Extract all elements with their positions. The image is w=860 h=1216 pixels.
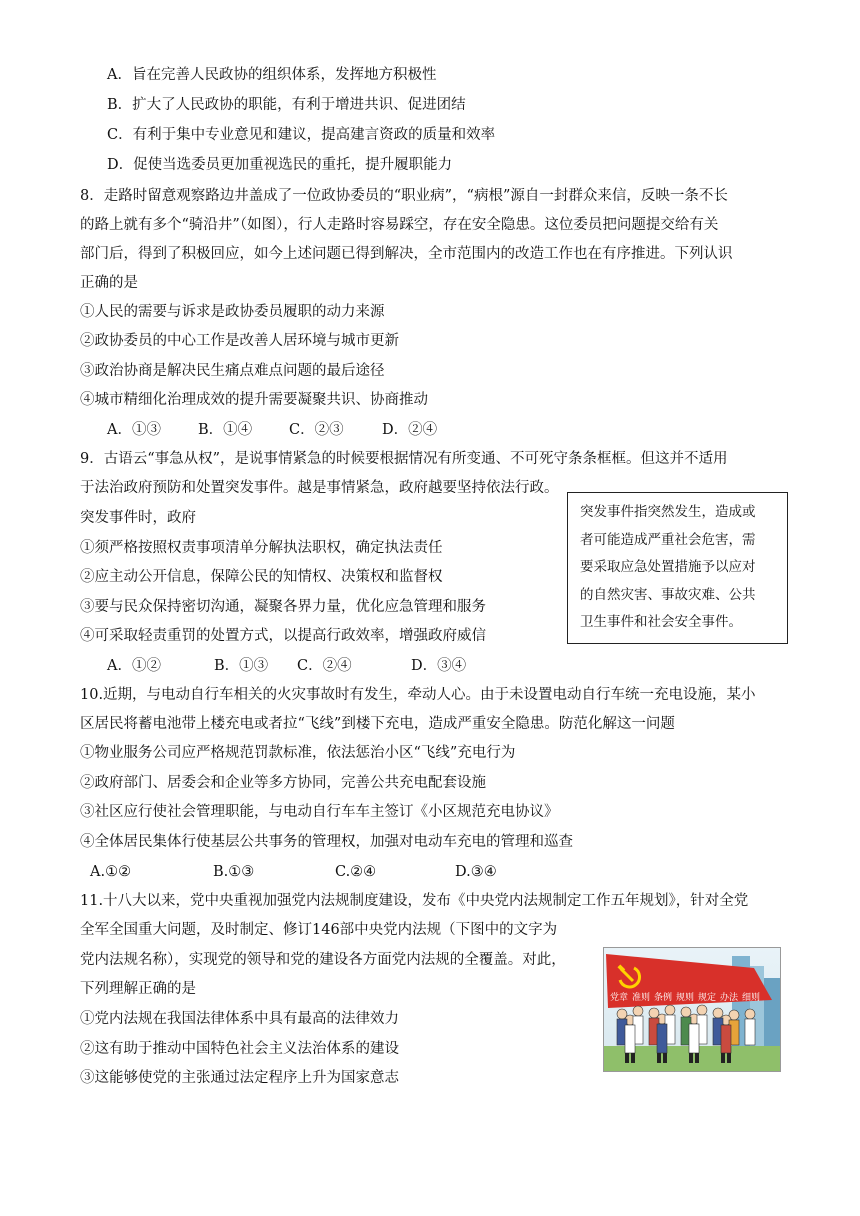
party-regulations-illustration [603, 947, 781, 1072]
q7-option-b: B．扩大了人民政协的职能，有利于增进共识、促进团结 [107, 97, 466, 113]
q10-item-4: ④全体居民集体行使基层公共事务的管理权，加强对电动车充电的管理和巡查 [80, 834, 573, 850]
note-line: 卫生事件和社会安全事件。 [580, 614, 742, 630]
q10-option-b: B.①③ [213, 864, 255, 880]
building-shape [764, 978, 780, 1046]
q10-item-1: ①物业服务公司应严格规范罚款标准，依法惩治小区“飞线”充电行为 [80, 745, 516, 761]
q9-stem-line: 9．古语云“事急从权”，是说事情紧急的时候要根据情况有所变通、不可死守条条框框。但这并不适用 [80, 451, 728, 467]
q8-option-d: D．②④ [382, 422, 438, 438]
banner-word: 细则 [742, 993, 761, 1003]
note-line: 要采取应急处置措施予以应对 [580, 559, 756, 575]
q10-stem-line: 10.近期，与电动自行车相关的火灾事故时有发生，牵动人心。由于未设置电动自行车统一充电设施，某小 [80, 687, 756, 703]
q9-option-d: D．③④ [411, 658, 467, 674]
q8-item-2: ②政协委员的中心工作是改善人居环境与城市更新 [80, 333, 399, 349]
q7-option-c: C．有利于集中专业意见和建议，提高建言资政的质量和效率 [107, 127, 496, 143]
q8-item-1: ①人民的需要与诉求是政协委员履职的动力来源 [80, 304, 385, 320]
q10-option-d: D.③④ [455, 864, 497, 880]
q10-option-c: C.②④ [335, 864, 377, 880]
q9-stem-line: 突发事件时，政府 [80, 510, 196, 526]
q9-definition-box [567, 492, 788, 644]
q9-stem-line: 于法治政府预防和处置突发事件。越是事情紧急，政府越要坚持依法行政。 [80, 480, 559, 496]
banner-word: 党章 [610, 993, 629, 1003]
note-line: 者可能造成严重社会危害，需 [580, 531, 756, 548]
q10-option-a: A.①② [90, 864, 132, 880]
q8-stem-line: 8．走路时留意观察路边井盖成了一位政协委员的“职业病”，“病根”源自一封群众来信，反映一条不长 [80, 188, 728, 204]
q9-option-a: A．①② [107, 658, 161, 674]
q10-stem-line: 区居民将蓄电池带上楼充电或者拉“飞线”到楼下充电，造成严重安全隐患。防范化解这一问题 [80, 716, 675, 732]
note-line: 的自然灾害、事故灾难、公共 [580, 586, 756, 603]
q11-item-3: ③这能够使党的主张通过法定程序上升为国家意志 [80, 1070, 399, 1086]
note-line: 突发事件指突然发生，造成或 [580, 504, 756, 520]
banner-word: 规则 [676, 993, 695, 1003]
banner-word: 办法 [720, 993, 739, 1003]
banner-word: 准则 [632, 993, 651, 1003]
q11-stem-line: 全军全国重大问题，及时制定、修订146部中央党内法规（下图中的文字为 [80, 922, 558, 938]
q11-stem-line: 11.十八大以来，党中央重视加强党内法规制度建设，发布《中央党内法规制定工作五年规划》，针对全党 [80, 893, 749, 909]
q10-item-3: ③社区应行使社会管理职能，与电动自行车车主签订《小区规范充电协议》 [80, 804, 559, 820]
q11-stem-line: 党内法规名称），实现党的领导和党的建设各方面党内法规的全覆盖。对此， [80, 952, 566, 968]
illustration-svg [604, 948, 780, 1071]
banner-word: 条例 [654, 993, 673, 1003]
q8-stem-line: 的路上就有多个“骑沿井”（如图），行人走路时容易踩空，存在安全隐患。这位委员把问题提交给有关 [80, 217, 719, 233]
q9-options [107, 656, 466, 676]
q9-option-c: C．②④ [297, 658, 352, 674]
q8-item-4: ④城市精细化治理成效的提升需要凝聚共识、协商推动 [80, 392, 428, 408]
q9-item-3: ③要与民众保持密切沟通，凝聚各界力量，优化应急管理和服务 [80, 599, 486, 615]
q9-item-4: ④可采取轻责重罚的处置方式，以提高行政效率，增强政府威信 [80, 628, 486, 644]
q8-stem-line: 部门后，得到了积极回应，如今上述问题已得到解决，全市范围内的改造工作也在有序推进。下列认识 [80, 246, 733, 262]
banner-word: 规定 [698, 993, 717, 1003]
q11-item-1: ①党内法规在我国法律体系中具有最高的法律效力 [80, 1011, 399, 1027]
q8-options [107, 420, 437, 440]
q8-option-c: C．②③ [289, 422, 344, 438]
q7-option-a: A．旨在完善人民政协的组织体系，发挥地方积极性 [107, 67, 437, 83]
q7-option-d: D．促使当选委员更加重视选民的重托，提升履职能力 [107, 157, 453, 173]
q9-item-2: ②应主动公开信息，保障公民的知情权、决策权和监督权 [80, 569, 443, 585]
q8-option-a: A．①③ [107, 422, 161, 438]
q8-stem-line: 正确的是 [80, 275, 138, 291]
q10-item-2: ②政府部门、居委会和企业等多方协同，完善公共充电配套设施 [80, 775, 486, 791]
q8-option-b: B．①④ [198, 422, 253, 438]
q8-item-3: ③政治协商是解决民生痛点难点问题的最后途径 [80, 363, 385, 379]
banner-words [610, 991, 760, 1003]
q9-option-b: B．①③ [214, 658, 269, 674]
q11-stem-line: 下列理解正确的是 [80, 981, 196, 997]
q10-options [90, 862, 497, 882]
q9-item-1: ①须严格按照权责事项清单分解执法职权，确定执法责任 [80, 540, 443, 556]
q11-item-2: ②这有助于推动中国特色社会主义法治体系的建设 [80, 1041, 399, 1057]
